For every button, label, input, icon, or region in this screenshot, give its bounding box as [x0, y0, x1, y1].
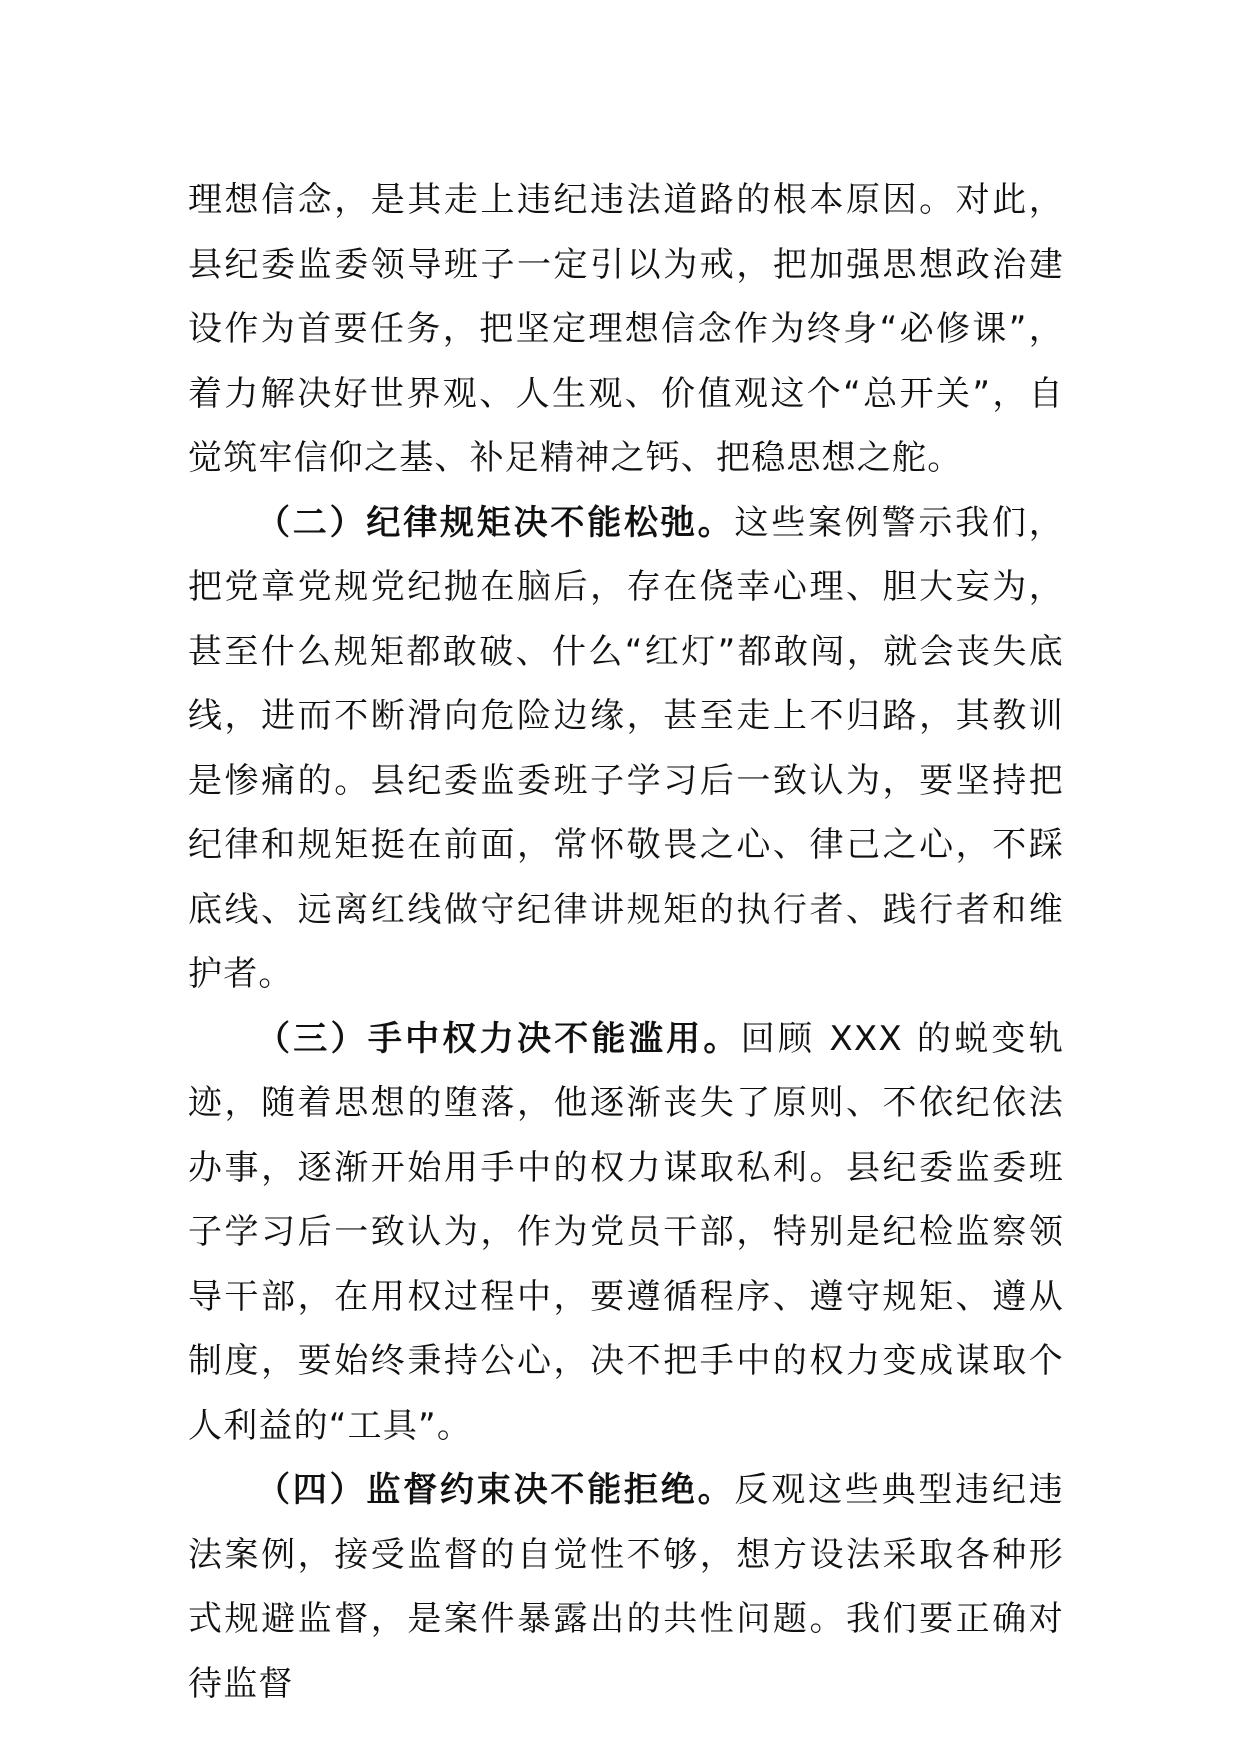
paragraph-power [188, 1007, 1064, 1459]
paragraph-text: 回顾 XXX 的蜕变轨迹，随着思想的堕落，他逐渐丧失了原则、不依纪依法办事，逐渐开始用手中的权力谋取私利。县纪委监委班子学习后一致认为，作为党员干部，特别是纪检监察领导干部，在用权过程中，要遵循程序、遵守规矩、遵从制度，要始终秉持公心，决不把手中的权力变成谋取个人利益的“工具”。 [188, 1018, 1064, 1446]
section-heading: （二）纪律规矩决不能松弛。 [256, 502, 735, 543]
document-body [188, 168, 1064, 1716]
paragraph-supervision [188, 1458, 1064, 1716]
paragraph-text: 反观这些典型违纪违法案例，接受监督的自觉性不够，想方设法采取各种形式规避监督，是案件暴露出的共性问题。我们要正确对待监督 [188, 1470, 1064, 1704]
paragraph-continuation [188, 168, 1064, 491]
paragraph-discipline [188, 491, 1064, 1007]
section-heading: （三）手中权力决不能滥用。 [256, 1018, 741, 1059]
paragraph-text: 理想信念，是其走上违纪违法道路的根本原因。对此，县纪委监委领导班子一定引以为戒，把加强思想政治建设作为首要任务，把坚定理想信念作为终身“必修课”，着力解决好世界观、人生观、价值观这个“总开关”，自觉筑牢信仰之基、补足精神之钙、把稳思想之舵。 [188, 180, 1064, 478]
section-heading: （四）监督约束决不能拒绝。 [256, 1470, 735, 1510]
paragraph-text: 这些案例警示我们，把党章党规党纪抛在脑后，存在侥幸心理、胆大妄为，甚至什么规矩都敢破、什么“红灯”都敢闯，就会丧失底线，进而不断滑向危险边缘，甚至走上不归路，其教训是惨痛的。县纪委监委班子学习后一致认为，要坚持把纪律和规矩挺在前面，常怀敬畏之心、律己之心，不踩底线、远离红线做守纪律讲规矩的执行者、践行者和维护者。 [188, 502, 1064, 994]
